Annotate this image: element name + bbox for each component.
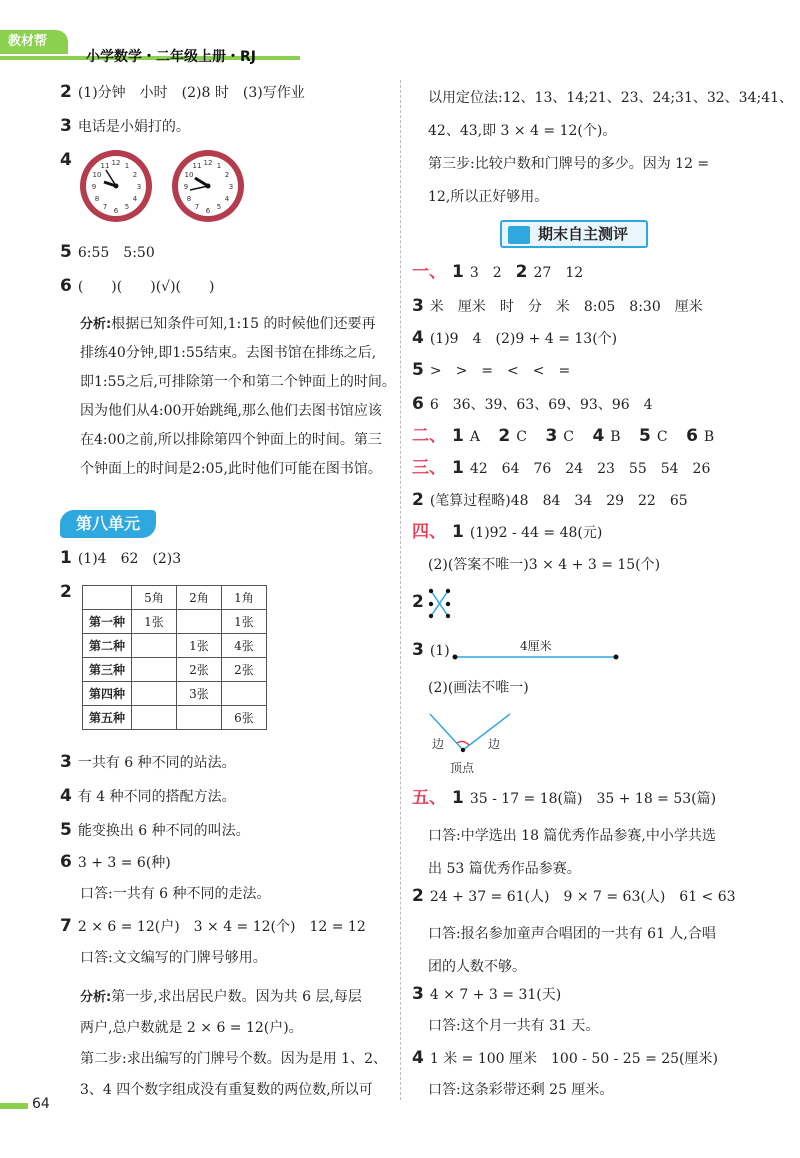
part4-answer-1: 四、 1 (1)92 - 44 = 48(元) [412, 522, 603, 542]
clock-icon [80, 150, 152, 222]
table-header-row: 5角 2角 1角 [83, 586, 267, 610]
svg-text:3: 3 [228, 183, 234, 191]
part3-answer-1: 三、 1 42 64 76 24 23 55 54 26 [412, 458, 711, 478]
part3-answer-2: 2 (笔算过程略)48 84 34 29 22 65 [412, 490, 688, 510]
svg-text:7: 7 [194, 203, 200, 211]
part5-answer-2: 2 24 + 37 = 61(人) 9 × 7 = 63(人) 61 < 63 [412, 886, 736, 906]
clock-icon [172, 150, 244, 222]
svg-text:1: 1 [124, 162, 130, 170]
part1-answer-6: 6 6 36、39、63、69、93、96 4 [412, 394, 653, 414]
unit-answer-6-oral: 口答:一共有 6 种不同的走法。 [80, 886, 271, 902]
part4-answer-1b: (2)(答案不唯一)3 × 4 + 3 = 15(个) [428, 557, 661, 573]
unit-answer-4: 4 有 4 种不同的搭配方法。 [60, 786, 236, 806]
analysis-2-continued: 以用定位法:12、13、14;21、23、24;31、32、34;41、 42、43,即 3 × 4 = 12(个)。 第三步:比较户数和门牌号的多少。因为 12 = 12,所以正好够用。 [428, 90, 794, 205]
svg-text:11: 11 [192, 162, 202, 170]
svg-text:8: 8 [186, 195, 192, 203]
svg-text:6: 6 [205, 207, 211, 215]
chart-icon [508, 226, 530, 244]
table-row: 第一种 1张 1张 [83, 610, 267, 634]
answer-2: 2 (1)分钟 小时 (2)8 时 (3)写作业 [60, 82, 305, 102]
answer-4: 4 [60, 150, 72, 170]
svg-text:9: 9 [183, 183, 189, 191]
part1-answer-4: 4 (1)9 4 (2)9 + 4 = 13(个) [412, 328, 618, 348]
part5-answer-4-oral: 口答:这条彩带还剩 25 厘米。 [428, 1082, 614, 1098]
answer-6: 6 ( )( )(√)( ) [60, 276, 215, 296]
part5-answer-3: 3 4 × 7 + 3 = 31(天) [412, 984, 562, 1004]
part5-answer-1-oral: 口答:中学选出 18 篇优秀作品参赛,中小学共选 出 53 篇优秀作品参赛。 [428, 828, 716, 877]
svg-text:4: 4 [224, 195, 230, 203]
page-number-bar [0, 1103, 28, 1109]
svg-text:12: 12 [111, 159, 121, 167]
analysis-1: 分析:根据已知条件可知,1:15 的时候他们还要再 排练40分钟,即1:55结束。去图书馆在排练之后, 即1:55之后,可排除第一个和第二个钟面上的时间。 因为他们从4:00开始跳绳,那么他们去图书馆应该 在4:00之前,所以排除第四个钟面上的时间。第三 个钟面上的时间是2:05,此时他们可能在图书馆。 [80, 316, 396, 477]
part4-answer-2: 2 [412, 592, 424, 612]
unit-answer-7: 7 2 × 6 = 12(户) 3 × 4 = 12(个) 12 = 12 [60, 916, 366, 936]
svg-text:2: 2 [132, 171, 138, 179]
column-divider [400, 80, 401, 1100]
svg-text:12: 12 [203, 159, 213, 167]
part1-answer-3: 3 米 厘米 时 分 米 8:05 8:30 厘米 [412, 296, 703, 316]
svg-text:8: 8 [94, 195, 100, 203]
svg-text:6: 6 [113, 207, 119, 215]
table-row: 第四种 3张 [83, 682, 267, 706]
unit-answer-6: 6 3 + 3 = 6(种) [60, 852, 171, 872]
analysis-2: 分析:第一步,求出居民户数。因为共 6 层,每层 两户,总户数就是 2 × 6 = 12(户)。 第二步:求出编写的门牌号个数。因为是用 1、2、 3、4 四个数字组成没有重复数的两位数,所以可 [80, 989, 387, 1098]
unit-answer-1: 1 (1)4 62 (2)3 [60, 548, 182, 568]
section-title: 期末自主测评 [500, 220, 648, 248]
header-title: 小学数学・二年级上册・RJ [86, 49, 256, 65]
svg-text:3: 3 [136, 183, 142, 191]
table-row: 第三种 2张 2张 [83, 658, 267, 682]
svg-text:2: 2 [224, 171, 230, 179]
part1-answer-5: 5 > > = < < = [412, 360, 571, 380]
part4-answer-3b: (2)(画法不唯一) [428, 680, 529, 696]
part5-answer-2-oral: 口答:报名参加童声合唱团的一共有 61 人,合唱 团的人数不够。 [428, 926, 716, 975]
answer-3: 3 电话是小娟打的。 [60, 116, 190, 136]
part2-answers: 二、 1 A 2 C 3 C 4 B 5 C 6 B [412, 426, 715, 446]
svg-text:5: 5 [124, 203, 130, 211]
unit-answer-7-oral: 口答:文文编写的门牌号够用。 [80, 950, 267, 966]
svg-text:4: 4 [132, 195, 138, 203]
svg-text:10: 10 [92, 171, 102, 179]
dots-diagram [426, 586, 456, 622]
svg-text:11: 11 [100, 162, 110, 170]
svg-text:7: 7 [102, 203, 108, 211]
svg-text:10: 10 [184, 171, 194, 179]
page-number: 64 [32, 1096, 50, 1112]
segment-label: 4厘米 [520, 639, 552, 653]
svg-text:5: 5 [216, 203, 222, 211]
svg-text:9: 9 [91, 183, 97, 191]
unit-answer-3: 3 一共有 6 种不同的站法。 [60, 752, 236, 772]
part4-answer-3: 3 (1) [412, 640, 450, 660]
part5-answer-3-oral: 口答:这个月一共有 31 天。 [428, 1018, 600, 1034]
vertex-label: 顶点 [450, 761, 475, 775]
clock-faces [78, 148, 248, 224]
header-tag: 教材帮 [0, 30, 68, 54]
unit-answer-5: 5 能变换出 6 种不同的叫法。 [60, 820, 250, 840]
part1-answer-1: 一、 1 3 2 2 27 12 [412, 262, 584, 282]
angle-side-label: 边 [488, 737, 501, 751]
part5-answer-1: 五、 1 35 - 17 = 18(篇) 35 + 18 = 53(篇) [412, 788, 717, 808]
svg-text:1: 1 [216, 162, 222, 170]
coin-table [82, 585, 267, 730]
answer-5: 5 6:55 5:50 [60, 242, 155, 262]
table-row: 第二种 1张 4张 [83, 634, 267, 658]
unit-answer-2: 2 [60, 582, 72, 602]
table-row: 第五种 6张 [83, 706, 267, 730]
part5-answer-4: 4 1 米 = 100 厘米 100 - 50 - 25 = 25(厘米) [412, 1048, 718, 1068]
line-segment [450, 650, 625, 664]
angle-side-label: 边 [432, 737, 445, 751]
unit-title: 第八单元 [60, 510, 156, 538]
